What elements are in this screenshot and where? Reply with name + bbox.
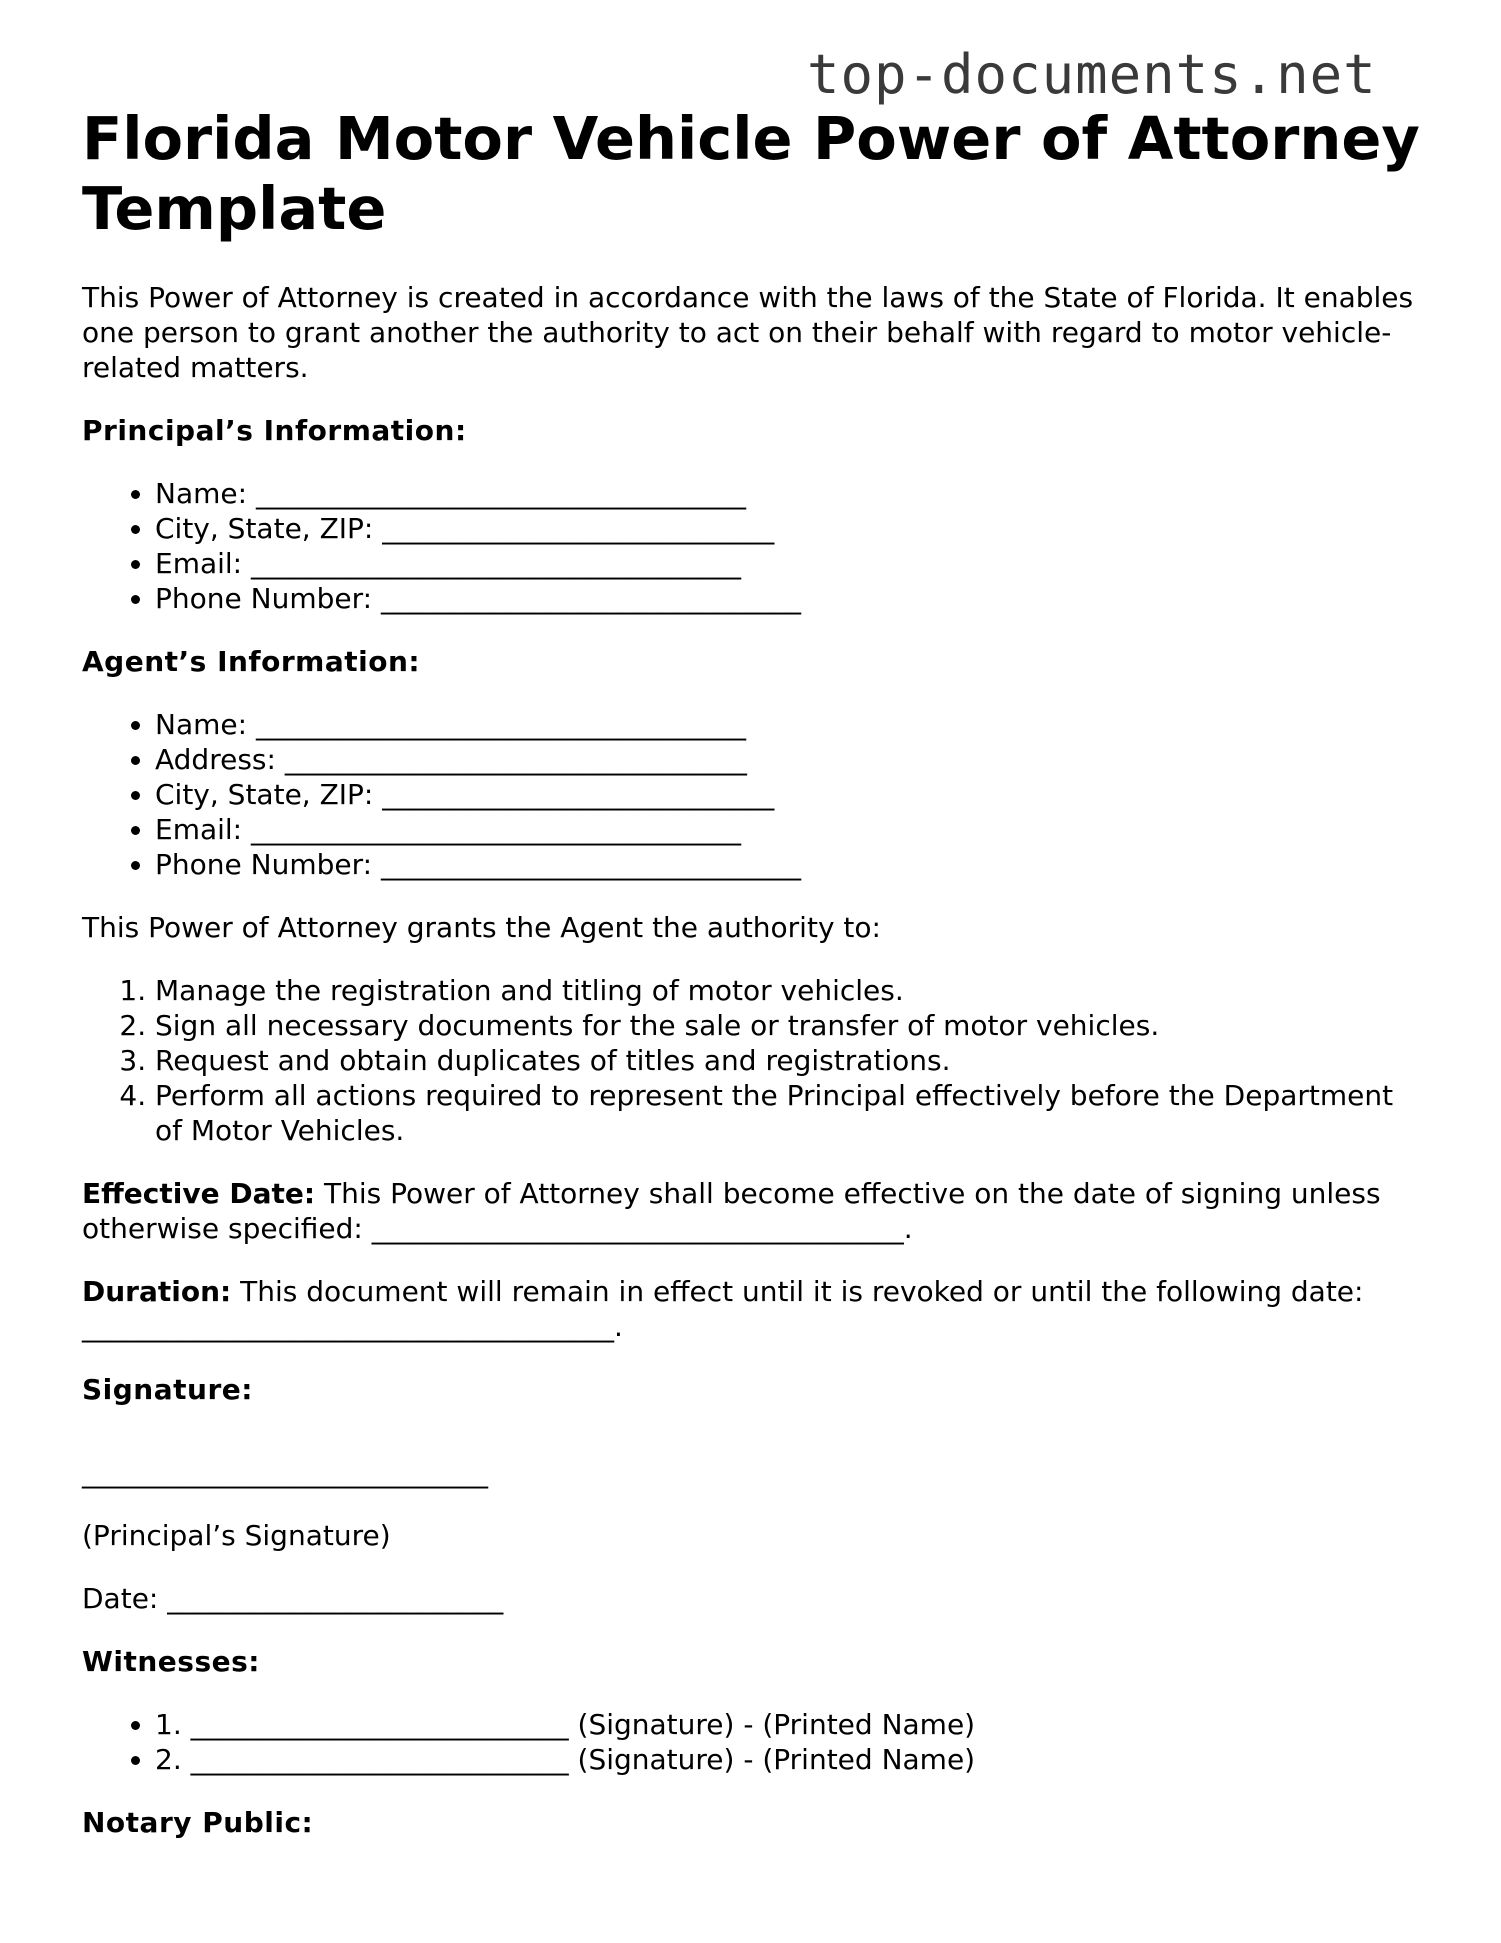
agent-address-field: • Address: _________________________________ [155,742,1427,777]
document-page [82,104,1427,1840]
witnesses-heading: Witnesses: [82,1645,260,1678]
principal-signature-line: _____________________________ [82,1456,488,1489]
principal-heading: Principal’s Information: [82,414,467,447]
principal-signature-caption: (Principal’s Signature) [82,1519,391,1552]
agent-city-field: • City, State, ZIP: ____________________________ [155,777,1427,812]
watermark: top-documents.net [807,43,1377,106]
authority-item: 4. Perform all actions required to represent the Principal effectively before the Department of Motor Vehicles. [155,1078,1427,1148]
notary-heading: Notary Public: [82,1806,314,1839]
authority-list [82,973,1427,1148]
duration-label: Duration: [82,1275,232,1308]
effective-date-paragraph [82,1176,1427,1246]
effective-date-label: Effective Date: [82,1177,316,1210]
principal-fields [82,476,1427,616]
effective-date-text: This Power of Attorney shall become effective on the date of signing unless otherwise specified: ______________________________________. [82,1177,1381,1245]
authority-item: 1. Manage the registration and titling of motor vehicles. [155,973,1427,1008]
document-title: Florida Motor Vehicle Power of Attorney Template [82,104,1420,243]
principal-phone-field: • Phone Number: ______________________________ [155,581,1427,616]
intro-paragraph: This Power of Attorney is created in accordance with the laws of the State of Florida. It enables one person to grant another the authority to act on their behalf with regard to motor vehicle-related matters. [82,281,1414,384]
agent-heading: Agent’s Information: [82,645,421,678]
principal-city-field: • City, State, ZIP: ____________________________ [155,511,1427,546]
witness-line: • 1. ___________________________ (Signature) - (Printed Name) [155,1707,1427,1742]
authority-item: 2. Sign all necessary documents for the sale or transfer of motor vehicles. [155,1008,1427,1043]
witnesses-list [82,1707,1427,1777]
agent-email-field: • Email: ___________________________________ [155,812,1427,847]
duration-paragraph [82,1274,1427,1344]
agent-name-field: • Name: ___________________________________ [155,707,1427,742]
authority-intro: This Power of Attorney grants the Agent the authority to: [82,911,881,944]
agent-fields [82,707,1427,882]
principal-name-field: • Name: ___________________________________ [155,476,1427,511]
signature-heading: Signature: [82,1373,253,1406]
principal-email-field: • Email: ___________________________________ [155,546,1427,581]
signature-date-field: Date: ________________________ [82,1582,504,1615]
agent-phone-field: • Phone Number: ______________________________ [155,847,1427,882]
witness-line: • 2. ___________________________ (Signature) - (Printed Name) [155,1742,1427,1777]
duration-text: This document will remain in effect until it is revoked or until the following date: ______________________________________. [82,1275,1364,1343]
authority-item: 3. Request and obtain duplicates of titles and registrations. [155,1043,1427,1078]
